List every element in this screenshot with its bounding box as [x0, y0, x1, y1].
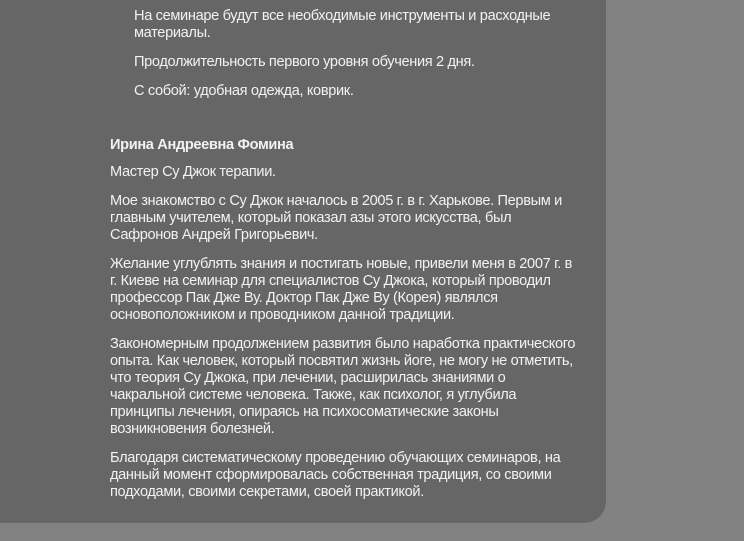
bio-paragraph: Закономерным продолжением развития было наработка практического опыта. Как человек, который посвятил жизнь йоге, не могу не отметить, что теория Су Джока, при лечении, расширилась знаниями о чакральной системе человека. Также, как психолог, я углубила принципы лечения, опираясь на психосоматические законы возникновения болезней. — [110, 336, 576, 437]
instructor-title: Мастер Су Джок терапии. — [110, 164, 276, 180]
bio-paragraph: Мое знакомство с Су Джок началось в 2005 г. в г. Харькове. Первым и главным учителем, который показал азы этого искусства, был Сафронов Андрей Григорьевич. — [110, 193, 562, 243]
seminar-tools-text: На семинаре будут все необходимые инструменты и расходные материалы. — [134, 8, 551, 41]
seminar-info — [110, 8, 580, 100]
seminar-duration-text: Продолжительность первого уровня обучения 2 дня. — [134, 54, 475, 70]
instructor-name: Ирина Андреевна Фомина — [110, 137, 294, 153]
bio-paragraph: Благодаря систематическому проведению обучающих семинаров, на данный момент сформировалась собственная традиция, со своими подходами, своими секретами, своей практикой. — [110, 450, 561, 500]
article-content — [110, 0, 580, 513]
seminar-bring-text: С собой: удобная одежда, коврик. — [134, 83, 354, 99]
bio-paragraph: Желание углублять знания и постигать новые, привели меня в 2007 г. в г. Киеве на семинар для специалистов Су Джока, который проводил профессор Пак Дже Ву. Доктор Пак Дже Ву (Корея) являлся основоположником и проводником данной традиции. — [110, 256, 573, 323]
